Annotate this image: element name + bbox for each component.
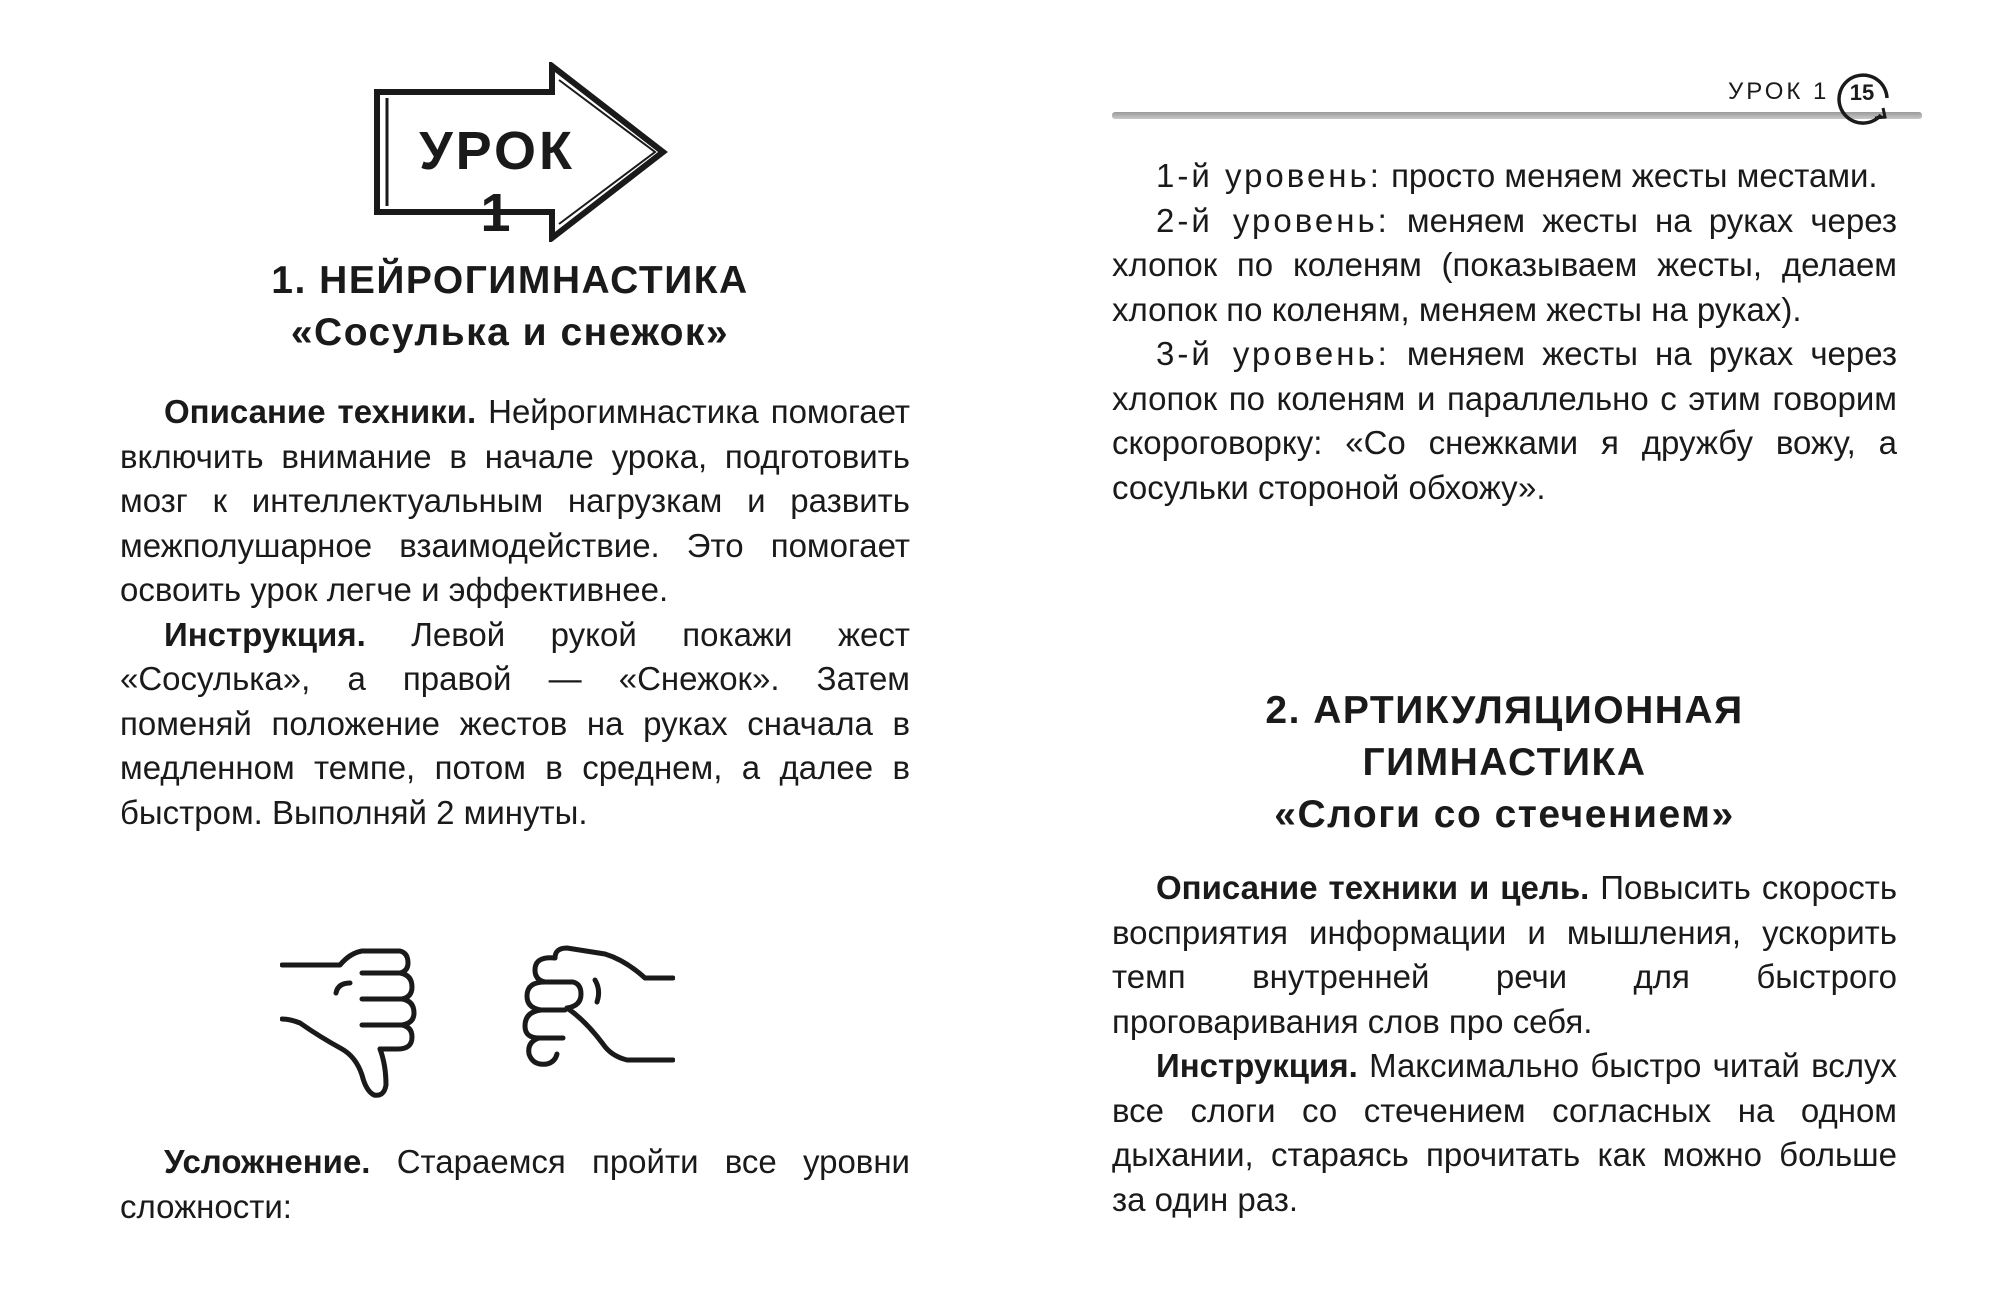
lesson-title: УРОК 1 xyxy=(419,121,575,243)
level-3 xyxy=(1112,332,1897,510)
section-2-heading xyxy=(1112,685,1897,841)
complication-block xyxy=(120,1140,910,1229)
instruction-text: Левой рукой покажи жест «Сосулька», а правой — «Снежок». Затем поменяй положение жестов на руках сначала в медленном темпе, потом в среднем, а далее в быстром. Выполняй 2 минуты. xyxy=(120,615,910,831)
level-1-text: просто меняем жесты местами. xyxy=(1391,157,1878,194)
section-2-subtitle: «Слоги со стечением» xyxy=(1274,793,1735,836)
description-text: Повысить скорость восприятия информации и мышления, ускорить темп внутренней речи для быстрого проговаривания слов про себя. xyxy=(1112,869,1898,1040)
section-subtitle: «Сосулька и снежок» xyxy=(290,311,730,354)
right-page xyxy=(1000,0,2000,1297)
fist-hand-icon xyxy=(515,940,675,1075)
instruction-paragraph xyxy=(1112,1044,1897,1222)
section-heading xyxy=(100,255,920,359)
level-2-label: 2-й уровень: xyxy=(1156,201,1390,239)
level-1-label: 1-й уровень: xyxy=(1156,157,1382,194)
level-1 xyxy=(1112,154,1897,199)
instruction-label: Инструкция. xyxy=(164,615,366,653)
levels-block xyxy=(1112,154,1897,510)
description-paragraph xyxy=(1112,866,1897,1044)
description-paragraph xyxy=(120,390,910,613)
complication-paragraph xyxy=(120,1140,910,1229)
description-text: Нейрогимнастика помогает включить внимание в начале урока, подготовить мозг к интеллектуальным нагрузкам и развить межполушарное взаимодействие. Это помогает освоить урок легче и эффективнее. xyxy=(120,393,911,608)
lesson-arrow xyxy=(367,62,677,242)
page-number-badge xyxy=(1837,68,1895,126)
section-2-text xyxy=(1112,866,1897,1222)
complication-label: Усложнение. xyxy=(164,1143,371,1180)
description-label: Описание техники и цель. xyxy=(1156,869,1590,906)
instruction-paragraph xyxy=(120,613,910,836)
level-3-text: меняем жесты на руках через хлопок по коленям и параллельно с этим говорим скороговорку: «Со снежками я дружбу вожу, а сосульки стороной обхожу». xyxy=(1112,335,1897,506)
complication-text: Стараемся пройти все уровни сложности: xyxy=(120,1143,910,1225)
level-2 xyxy=(1112,199,1897,333)
level-3-label: 3-й уровень: xyxy=(1156,335,1390,372)
level-2-text: меняем жесты на руках через хлопок по коленям (показываем жесты, делаем хлопок по коленям, меняем жесты на руках). xyxy=(1112,201,1897,328)
page-number: 15 xyxy=(1849,80,1875,105)
section-title: 1. НЕЙРОГИМНАСТИКА xyxy=(271,259,749,302)
section-2-title-line1: 2. АРТИКУЛЯЦИОННАЯ xyxy=(1265,689,1744,732)
header-rule xyxy=(1112,112,1922,119)
text-block xyxy=(120,390,910,835)
section-2-title-line2: ГИМНАСТИКА xyxy=(1362,741,1647,784)
description-label: Описание техники. xyxy=(164,393,477,430)
thumb-down-hand-icon xyxy=(280,945,440,1105)
instruction-text: Максимально быстро читай вслух все слоги со стечением согласных на одном дыхании, стараясь прочитать как можно больше за один раз. xyxy=(1112,1047,1898,1218)
running-header: УРОК 1 xyxy=(1728,78,1830,105)
instruction-label: Инструкция. xyxy=(1156,1047,1358,1084)
